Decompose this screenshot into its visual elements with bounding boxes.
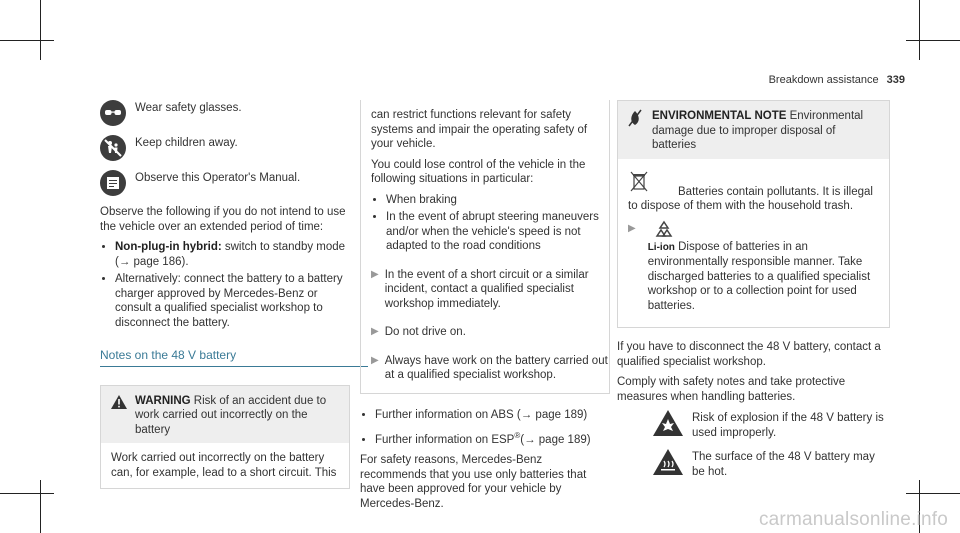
environmental-header [618, 101, 889, 159]
list-item: • In the event of abrupt steering maneuvers and/or when the vehicle's speed is not adapted to the road conditions [386, 210, 599, 254]
crop-mark [40, 0, 41, 60]
hot-surface-warning-icon [653, 449, 683, 475]
warning-box-continued [360, 100, 610, 394]
warning-text: Risk of an accident due to work carried out incorrectly on the battery [135, 394, 327, 436]
explosion-text: Risk of explosion if the 48 V battery is used improperly. [692, 412, 884, 439]
environmental-box [617, 100, 890, 328]
environmental-label: ENVIRONMENTAL NOTE [652, 110, 787, 122]
crop-mark [906, 40, 960, 41]
crop-mark [906, 493, 960, 494]
environmental-body [618, 159, 889, 328]
hazard-item [653, 410, 890, 440]
crop-mark [0, 40, 54, 41]
watermark: carmanualsonline.info [758, 508, 948, 530]
action-step [371, 325, 609, 340]
option-list [100, 240, 350, 330]
safety-item-text: Observe this Operator's Manual. [135, 172, 301, 184]
pollutants-text: Batteries contain pollutants. It is illegal to dispose of them with the household trash. [628, 185, 873, 212]
list-item: • When braking [386, 193, 599, 208]
dispose-body: Dispose of batteries in an environmentally responsible manner. Take discharged batteries to a qualified specialist workshop or to a collection point for used batteries. [647, 240, 871, 312]
lose-control-text: You could lose control of the vehicle in the following situations in particular: [371, 158, 586, 185]
arrow-icon: ▶ [371, 354, 379, 366]
safety-item-text: Wear safety glasses. [135, 102, 242, 114]
safety-item [100, 170, 350, 196]
step-text: In the event of a short circuit or a similar incident, contact a qualified specialist workshop immediately. [384, 268, 589, 310]
warning-box [100, 385, 350, 490]
keep-children-away-icon [100, 135, 126, 161]
intro-text: Observe the following if you do not intend to use the vehicle over an extended period of time: [100, 206, 346, 233]
situation-list [371, 193, 599, 254]
page-ref-link[interactable]: (→ page 189) [520, 433, 591, 446]
hot-text: The surface of the 48 V battery may be hot. [692, 451, 875, 478]
warning-body: Work carried out incorrectly on the battery can, for example, lead to a short circuit. This [111, 452, 337, 479]
page-ref-link[interactable]: (→ page 186). [115, 255, 189, 268]
explosion-warning-icon [653, 410, 683, 436]
safety-glasses-icon [100, 100, 126, 126]
info-list [360, 408, 610, 448]
warning-continued-text: can restrict functions relevant for safety systems and impair the operating safety of your vehicle. [371, 109, 588, 150]
column-2 [360, 100, 610, 517]
warning-header [101, 386, 349, 444]
arrow-icon: ▶ [371, 268, 379, 280]
crop-mark [919, 0, 920, 60]
info-text: Further information on ESP [375, 433, 515, 446]
list-item[interactable] [375, 429, 610, 447]
safety-item [100, 100, 350, 126]
list-item [115, 240, 350, 269]
column-1 [100, 100, 350, 489]
step-text: Always have work on the battery carried out at a qualified specialist workshop. [384, 354, 608, 381]
recommend-text: For safety reasons, Mercedes-Benz recommends that you use only batteries that have been approved for your vehicle by Mercedes-Benz. [360, 454, 587, 510]
section-title: Notes on the 48 V battery [100, 348, 368, 367]
arrow-icon: ▶ [371, 326, 379, 337]
warning-label: WARNING [135, 394, 191, 407]
safety-item [100, 135, 350, 161]
safety-item-text: Keep children away. [135, 137, 238, 149]
list-item[interactable]: • Further information on ABS (→ page 189) [375, 408, 610, 423]
recycle-icon [654, 220, 674, 240]
step-text: Do not drive on. [384, 326, 466, 338]
action-step [371, 354, 609, 383]
environment-icon [628, 109, 642, 127]
column-3 [617, 100, 890, 488]
registered-mark: ® [514, 431, 521, 440]
warning-icon [111, 395, 127, 409]
crop-mark [40, 480, 41, 533]
dispose-text [648, 240, 879, 314]
bullet-text: switch to standby mode [224, 241, 346, 253]
action-step [371, 268, 609, 312]
page-header [769, 73, 905, 88]
li-ion-label: Li-ion [647, 241, 675, 253]
hazard-item [653, 449, 890, 479]
operators-manual-icon [100, 170, 126, 196]
list-item: • Alternatively: connect the battery to a battery charger approved by Mercedes-Benz or consult a qualified specialist workshop to disconnect the battery. [115, 272, 350, 330]
comply-text: Comply with safety notes and take protective measures when handling batteries. [617, 376, 846, 403]
arrow-icon: ▶ [628, 222, 636, 234]
environmental-text: Environmental damage due to improper disposal of batteries [652, 110, 864, 151]
disconnect-text: If you have to disconnect the 48 V battery, contact a qualified specialist workshop. [617, 341, 881, 368]
crop-mark [0, 493, 54, 494]
page-number: 339 [886, 74, 905, 86]
header-title: Breakdown assistance [768, 74, 879, 86]
bullet-label: Non-plug-in hybrid: [115, 241, 222, 253]
